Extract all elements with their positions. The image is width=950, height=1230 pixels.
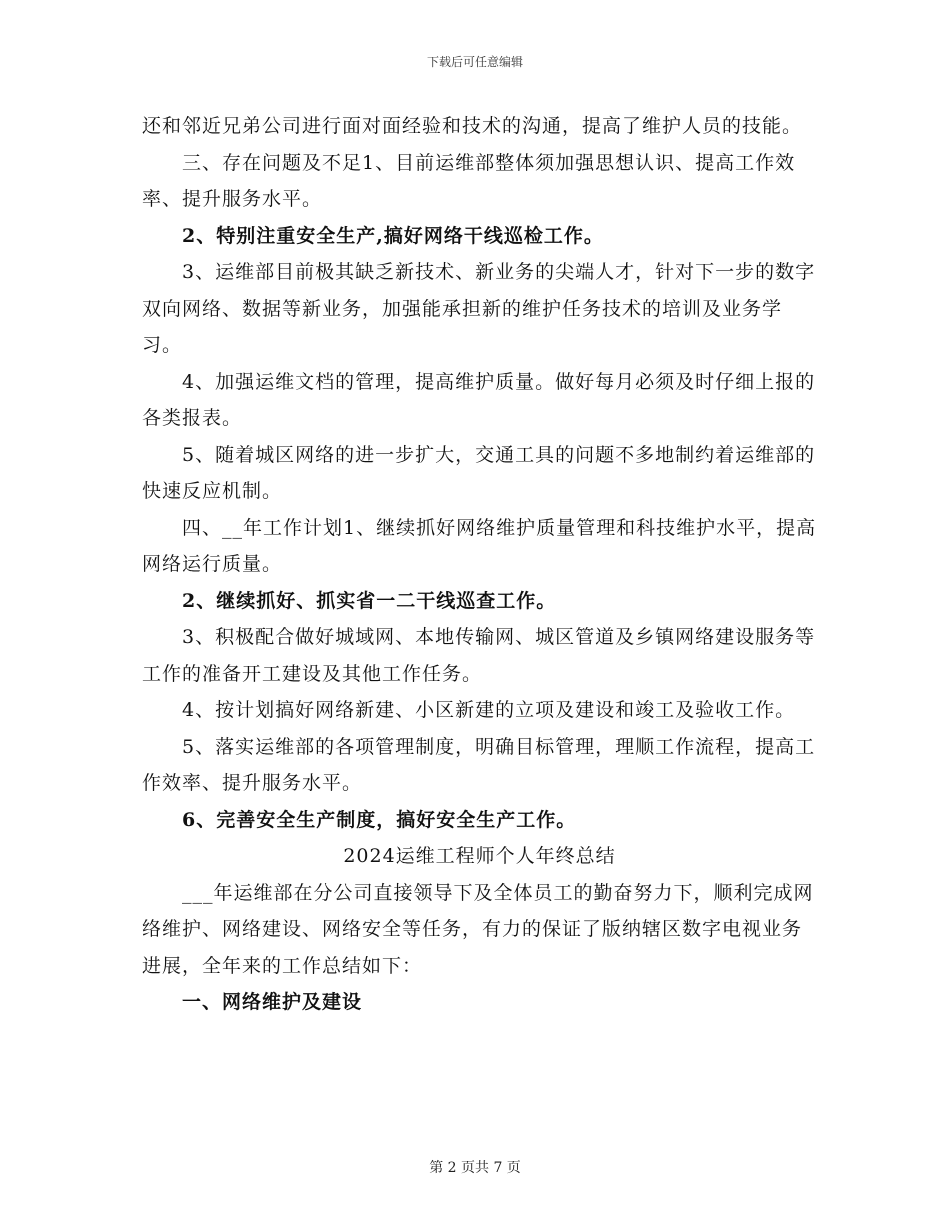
paragraph-2: 三、存在问题及不足1、目前运维部整体须加强思想认识、提高工作效率、提升服务水平。 <box>142 151 796 210</box>
paragraph-3-bold: 2、特别注重安全生产,搞好网络干线巡检工作。 <box>182 224 604 247</box>
section-title: 2024运维工程师个人年终总结 <box>343 845 616 867</box>
paragraph-1: 还和邻近兄弟公司进行面对面经验和技术的沟通，提高了维护人员的技能。 <box>142 115 803 137</box>
paragraph-6: 5、随着城区网络的进一步扩大，交通工具的问题不多地制约着运维部的快速反应机制。 <box>142 443 816 502</box>
paragraph-10: 4、按计划搞好网络新建、小区新建的立项及建设和竣工及验收工作。 <box>182 699 796 721</box>
paragraph-9: 3、积极配合做好城域网、本地传输网、城区管道及乡镇网络建设服务等工作的准备开工建设及其他工作任务。 <box>142 626 816 685</box>
paragraph-7: 四、__年工作计划1、继续抓好网络维护质量管理和科技维护水平，提高网络运行质量。 <box>142 516 817 575</box>
section-heading: 一、网络维护及建设 <box>182 991 363 1013</box>
paragraph-12-bold: 6、完善安全生产制度，搞好安全生产工作。 <box>182 808 577 831</box>
document-body <box>142 108 817 1021</box>
paragraph-14: ___年运维部在分公司直接领导下及全体员工的勤奋努力下，顺利完成网络维护、网络建设、网络安全等任务，有力的保证了版纳辖区数字电视业务进展，全年来的工作总结如下： <box>142 881 814 977</box>
paragraph-4: 3、运维部目前极其缺乏新技术、新业务的尖端人才，针对下一步的数字双向网络、数据等新业务，加强能承担新的维护任务技术的培训及业务学习。 <box>142 261 816 356</box>
paragraph-5: 4、加强运维文档的管理，提高维护质量。做好每月必须及时仔细上报的各类报表。 <box>142 370 816 429</box>
paragraph-11: 5、落实运维部的各项管理制度，明确目标管理，理顺工作流程，提高工作效率、提升服务水平。 <box>142 735 816 794</box>
paragraph-8-bold: 2、继续抓好、抓实省一二干线巡查工作。 <box>182 589 557 612</box>
page-header: 下载后可任意编辑 <box>426 55 523 69</box>
page-footer: 第 2 页共 7 页 <box>429 1160 521 1176</box>
